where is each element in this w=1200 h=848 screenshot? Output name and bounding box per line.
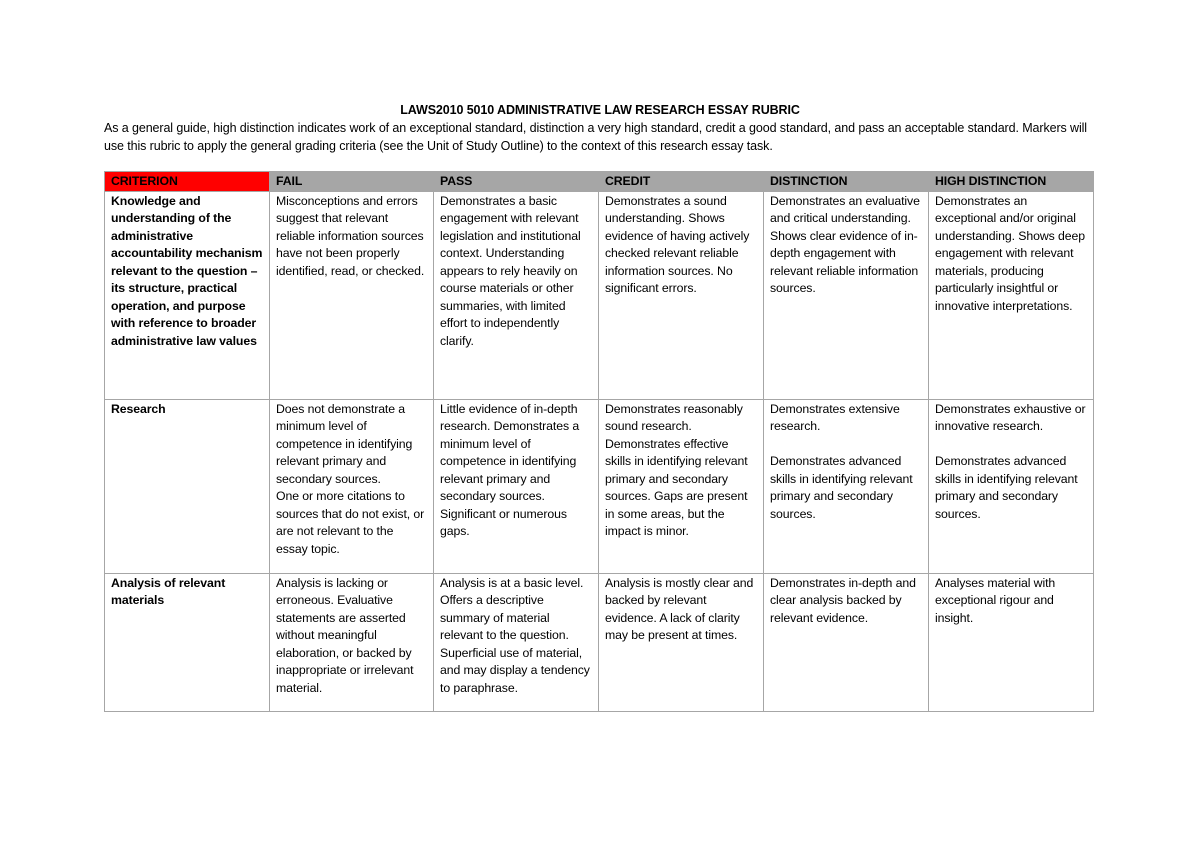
distinction-cell: Demonstrates in-depth and clear analysis backed by relevant evidence.: [764, 573, 929, 711]
criterion-cell: Research: [105, 399, 270, 573]
pass-cell: Demonstrates a basic engagement with relevant legislation and institutional context. Understanding appears to rely heavily on course materials or other summaries, with limited effort to independently clarify.: [434, 191, 599, 399]
pass-cell: Analysis is at a basic level. Offers a descriptive summary of material relevant to the question. Superficial use of material, and may display a tendency to paraphrase.: [434, 573, 599, 711]
fail-cell: Does not demonstrate a minimum level of competence in identifying relevant primary and secondary sources. One or more citations to sources that do not exist, or are not relevant to the essay topic.: [270, 399, 434, 573]
header-pass: PASS: [434, 172, 599, 192]
rubric-header-row: [105, 172, 1094, 192]
header-high-distinction: HIGH DISTINCTION: [929, 172, 1094, 192]
criterion-cell: Knowledge and understanding of the administrative accountability mechanism relevant to the question – its structure, practical operation, and purpose with reference to broader administrative law values: [105, 191, 270, 399]
high-distinction-cell: Demonstrates exhaustive or innovative research. Demonstrates advanced skills in identifying relevant primary and secondary sources.: [929, 399, 1094, 573]
rubric-table: [104, 171, 1094, 712]
document-title: LAWS2010 5010 ADMINISTRATIVE LAW RESEARCH ESSAY RUBRIC: [400, 103, 800, 117]
credit-cell: Demonstrates reasonably sound research. Demonstrates effective skills in identifying relevant primary and secondary sources. Gaps are present in some areas, but the impact is minor.: [599, 399, 764, 573]
header-distinction: DISTINCTION: [764, 172, 929, 192]
pass-cell: Little evidence of in-depth research. Demonstrates a minimum level of competence in identifying relevant primary and secondary sources. Significant or numerous gaps.: [434, 399, 599, 573]
header-criterion: CRITERION: [105, 172, 270, 192]
high-distinction-cell: Demonstrates an exceptional and/or original understanding. Shows deep engagement with relevant materials, producing particularly insightful or innovative interpretations.: [929, 191, 1094, 399]
criterion-cell: Analysis of relevant materials: [105, 573, 270, 711]
table-row: [105, 399, 1094, 573]
header-fail: FAIL: [270, 172, 434, 192]
distinction-cell: Demonstrates an evaluative and critical understanding. Shows clear evidence of in-depth engagement with relevant reliable information sources.: [764, 191, 929, 399]
header-credit: CREDIT: [599, 172, 764, 192]
table-row: [105, 573, 1094, 711]
credit-cell: Analysis is mostly clear and backed by relevant evidence. A lack of clarity may be present at times.: [599, 573, 764, 711]
intro-paragraph: As a general guide, high distinction indicates work of an exceptional standard, distinction a very high standard, credit a good standard, and pass an acceptable standard. Markers will use this rubric to apply the general grading criteria (see the Unit of Study Outline) to the context of this research essay task.: [104, 121, 1087, 153]
table-row: [105, 191, 1094, 399]
fail-cell: Analysis is lacking or erroneous. Evaluative statements are asserted without meaningful elaboration, or backed by inappropriate or irrelevant material.: [270, 573, 434, 711]
credit-cell: Demonstrates a sound understanding. Shows evidence of having actively checked relevant reliable information sources. No significant errors.: [599, 191, 764, 399]
distinction-cell: Demonstrates extensive research. Demonstrates advanced skills in identifying relevant primary and secondary sources.: [764, 399, 929, 573]
high-distinction-cell: Analyses material with exceptional rigour and insight.: [929, 573, 1094, 711]
fail-cell: Misconceptions and errors suggest that relevant reliable information sources have not been properly identified, read, or checked.: [270, 191, 434, 399]
